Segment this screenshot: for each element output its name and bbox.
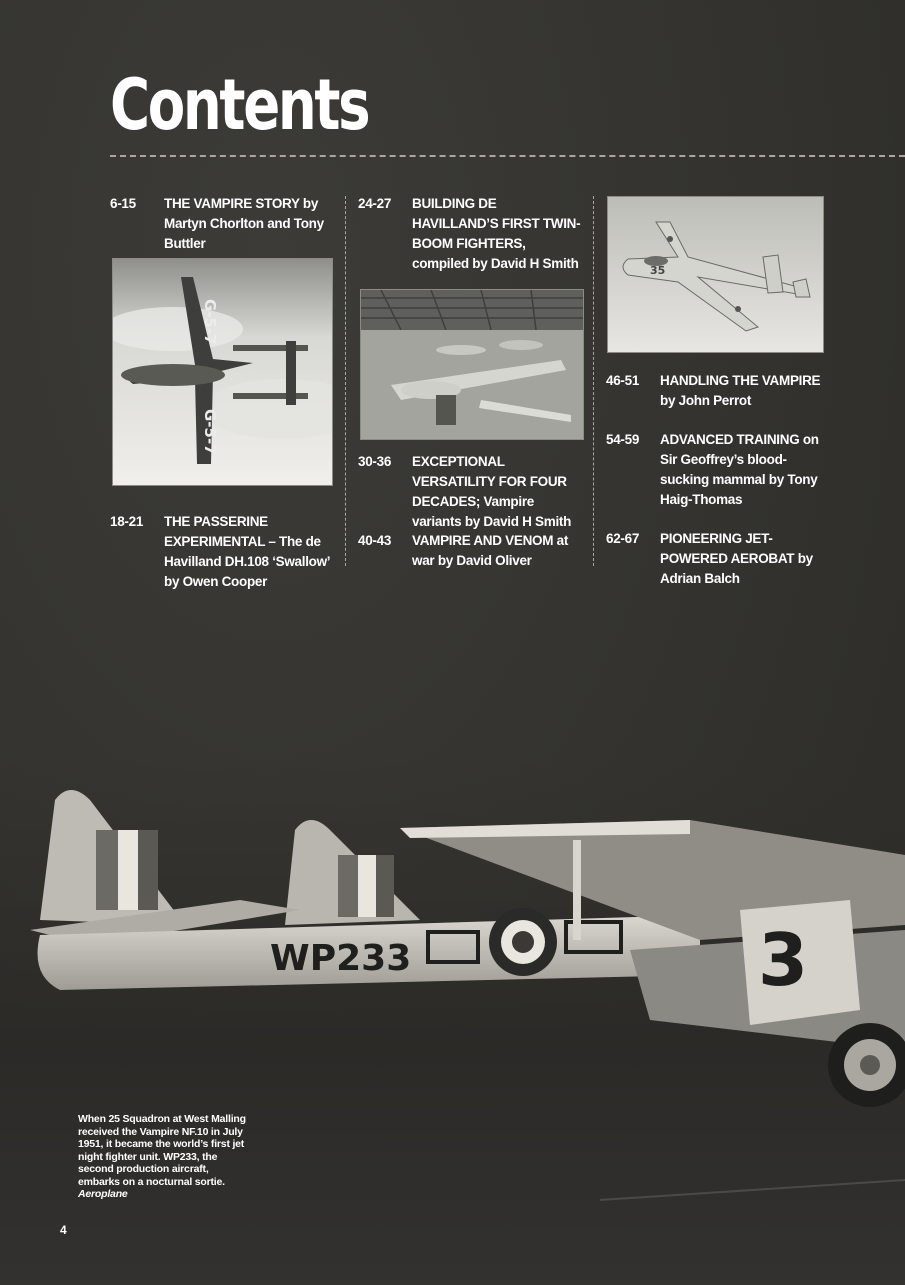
column-divider-2 — [593, 196, 594, 566]
entry-pages: 54-59 — [606, 432, 640, 447]
entry-pages: 62-67 — [606, 531, 640, 546]
page-title: Contents — [110, 64, 369, 146]
caption-text: When 25 Squadron at West Malling received the Vampire NF.10 in July 1951, it became the world’s first jet night fighter unit. WP233, the second production aircraft, embarks on a nocturnal sortie. — [78, 1113, 246, 1188]
contents-entry[interactable] — [606, 529, 830, 589]
entry-title: THE PASSERINE EXPERIMENTAL – The de Havilland DH.108 ‘Swallow’ by Owen Cooper — [164, 514, 330, 589]
swallow-registration: G-5-7 — [201, 299, 219, 345]
contents-entry[interactable] — [358, 194, 582, 274]
vampire-flight-code: 35 — [650, 264, 666, 277]
contents-entry[interactable] — [606, 430, 830, 510]
hero-code: 3 — [758, 918, 809, 1002]
entry-title: EXCEPTIONAL VERSATILITY FOR FOUR DECADES; Vampire variants by David H Smith — [412, 454, 572, 529]
page-number: 4 — [60, 1223, 67, 1237]
hero-serial: WP233 — [270, 938, 412, 979]
column-divider-1 — [345, 196, 346, 566]
entry-pages: 40-43 — [358, 533, 392, 548]
swallow-aircraft-image — [113, 259, 332, 485]
entry-title: BUILDING DE HAVILLAND’S FIRST TWIN-BOOM FIGHTERS, compiled by David H Smith — [412, 196, 581, 271]
entry-title: PIONEERING JET-POWERED AEROBAT by Adrian Balch — [660, 531, 813, 586]
vampire-flight-image — [608, 197, 823, 352]
entry-pages: 46-51 — [606, 373, 640, 388]
entry-pages: 30-36 — [358, 454, 392, 469]
entry-pages: 24-27 — [358, 196, 392, 211]
swallow-registration-lower: G-5-7 — [201, 409, 219, 455]
caption-credit: Aeroplane — [78, 1188, 128, 1200]
hero-photo — [0, 760, 905, 1280]
contents-entry[interactable] — [110, 512, 334, 592]
swallow-photo — [112, 258, 333, 486]
entry-title: ADVANCED TRAINING on Sir Geoffrey’s blood-sucking mammal by Tony Haig-Thomas — [660, 432, 819, 507]
entry-pages: 18-21 — [110, 514, 144, 529]
entry-pages: 6-15 — [110, 196, 136, 211]
entry-title: THE VAMPIRE STORY by Martyn Chorlton and Tony Buttler — [164, 196, 324, 251]
contents-entry[interactable] — [606, 371, 830, 411]
photo-caption — [78, 1113, 248, 1201]
title-rule — [110, 155, 905, 157]
factory-hangar-image — [361, 290, 583, 439]
entry-title: HANDLING THE VAMPIRE by John Perrot — [660, 373, 821, 408]
vampire-flight-photo — [607, 196, 824, 353]
contents-entry[interactable] — [358, 452, 582, 532]
vampire-nf10-image — [0, 760, 905, 1280]
entry-title: VAMPIRE AND VENOM at war by David Oliver — [412, 533, 569, 568]
factory-photo — [360, 289, 584, 440]
contents-entry[interactable] — [358, 531, 582, 571]
contents-entry[interactable] — [110, 194, 334, 254]
